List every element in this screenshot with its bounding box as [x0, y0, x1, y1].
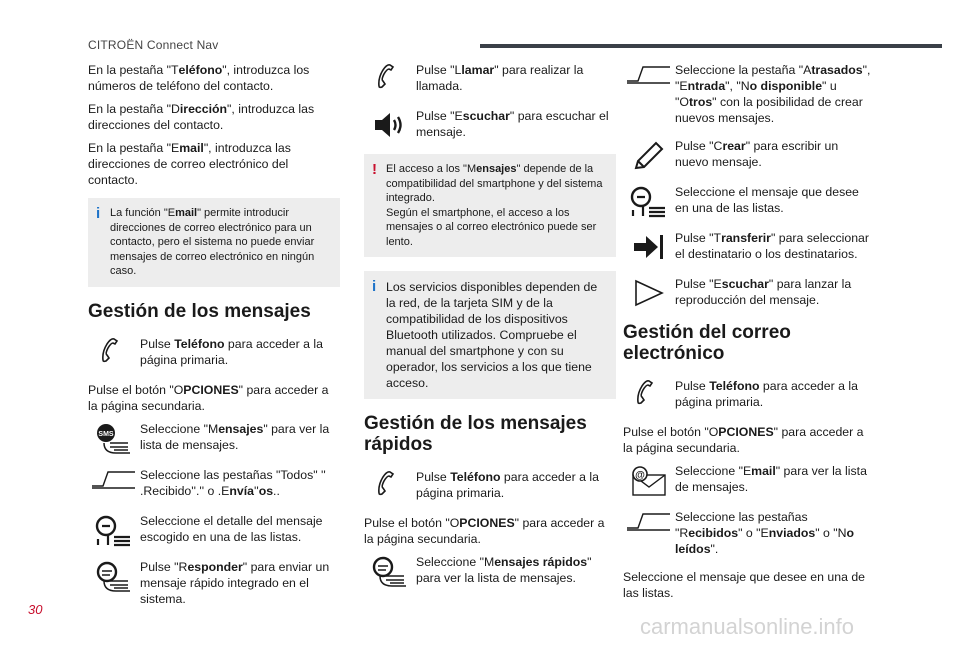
header-rule	[480, 44, 942, 48]
detail-list-icon	[623, 184, 675, 218]
transfer-icon	[623, 230, 675, 264]
instruction-phone: Pulse Teléfono para acceder a la página primaria.	[364, 469, 616, 503]
paragraph-address-tab: En la pestaña "Dirección", introduzca las direcciones del contacto.	[88, 102, 315, 132]
instruction-create: Pulse "Crear" para escribir un nuevo mensaje.	[623, 138, 875, 172]
quick-message-icon	[364, 554, 416, 588]
instruction-play: Pulse "Escuchar" para lanzar la reproducción del mensaje.	[623, 276, 875, 310]
info-icon: i	[96, 205, 101, 222]
paragraph-options: Pulse el botón "OPCIONES" para acceder a la página secundaria.	[623, 425, 864, 455]
instruction-detail: Seleccione el detalle del mensaje escogido en una de las listas.	[88, 513, 340, 547]
sms-bubble-icon	[88, 421, 140, 455]
watermark: carmanualsonline.info	[640, 614, 855, 639]
instruction-call: Pulse "Llamar" para realizar la llamada.	[364, 62, 616, 96]
paragraph-phone-tab: En la pestaña "Teléfono", introduzca los números de teléfono del contacto.	[88, 63, 310, 93]
detail-list-icon	[88, 513, 140, 547]
warning-icon: !	[372, 161, 377, 178]
heading-message-management: Gestión de los mensajes	[88, 300, 311, 322]
paragraph-options: Pulse el botón "OPCIONES" para acceder a la página secundaria.	[364, 516, 605, 546]
instruction-email: @ Seleccione "Email" para ver la lista de mensajes.	[623, 463, 875, 497]
instruction-phone: Pulse Teléfono para acceder a la página primaria.	[623, 378, 875, 412]
instruction-listen: Pulse "Escuchar" para escuchar el mensaje.	[364, 108, 616, 142]
running-header: CITROËN Connect Nav	[88, 38, 219, 52]
email-icon	[623, 463, 675, 497]
instruction-select-tab: Seleccione la pestaña "Atrasados", "Entrada", "No disponible" u "Otros" con la posibilidad de crear nuevos mensajes.	[623, 62, 875, 126]
instruction-reply: Pulse "Responder" para enviar un mensaje rápido integrado en el sistema.	[88, 559, 340, 607]
instruction-sms: SMS Seleccione "Mensajes" para ver la lista de mensajes.	[88, 421, 340, 455]
instruction-quick-messages: Seleccione "Mensajes rápidos" para ver la lista de mensajes.	[364, 554, 616, 588]
column-3	[623, 62, 875, 608]
svg-text:SMS: SMS	[98, 430, 114, 438]
heading-email-management: Gestión del correo electrónico	[623, 322, 791, 364]
phone-handset-icon	[623, 378, 675, 412]
instruction-tabs: Seleccione las pestañas "Todos" '' .Recibido''.'' o .Envía''os..	[88, 467, 340, 501]
info-note-services: i Los servicios disponibles dependen de la red, de la tarjeta SIM y de la compatibilidad de los dispositivos Bluetooth utilizados. Compruebe el manual del smartphone y con su operador, los servicios a los que tiene acceso.	[364, 271, 616, 399]
instruction-phone: Pulse Teléfono para acceder a la página primaria.	[88, 336, 340, 370]
column-2	[364, 62, 616, 600]
quick-message-icon	[88, 559, 140, 593]
tab-icon	[88, 467, 140, 501]
heading-quick-messages: Gestión de los mensajes rápidos	[364, 413, 587, 455]
paragraph-options: Pulse el botón "OPCIONES" para acceder a la página secundaria.	[88, 382, 329, 413]
instruction-select-message: Seleccione el mensaje que desee en una de las listas.	[623, 184, 875, 218]
info-icon: i	[372, 278, 377, 295]
paragraph-email-tab: En la pestaña "Email", introduzca las direcciones de correo electrónico del contacto.	[88, 141, 291, 187]
column-1	[88, 62, 340, 619]
phone-handset-icon	[364, 469, 416, 503]
speaker-icon	[364, 108, 416, 142]
instruction-email-tabs: Seleccione las pestañas "Recibidos" o "Enviados" o "No leídos".	[623, 509, 875, 557]
instruction-transfer: Pulse "Transferir" para seleccionar el destinatario o los destinatarios.	[623, 230, 875, 264]
warning-note: ! El acceso a los "Mensajes" depende de la compatibilidad del smartphone y del sistema integrado. Según el smartphone, el acceso a los mensajes o al correo electrónico puede ser lento.	[364, 154, 616, 257]
phone-handset-icon	[88, 336, 140, 370]
info-note-email: i La función "Email" permite introducir direcciones de correo electrónico para un contacto, pero el sistema no puede enviar mensajes de correo electrónico en ningún caso.	[88, 198, 340, 287]
paragraph-select-email: Seleccione el mensaje que desee en una de las listas.	[623, 570, 866, 600]
phone-handset-icon	[364, 62, 416, 96]
tab-icon	[623, 62, 675, 96]
page-number: 30	[28, 602, 43, 617]
tab-icon	[623, 509, 675, 543]
play-icon	[623, 276, 675, 310]
svg-text:@: @	[635, 470, 645, 481]
pencil-icon	[623, 138, 675, 172]
